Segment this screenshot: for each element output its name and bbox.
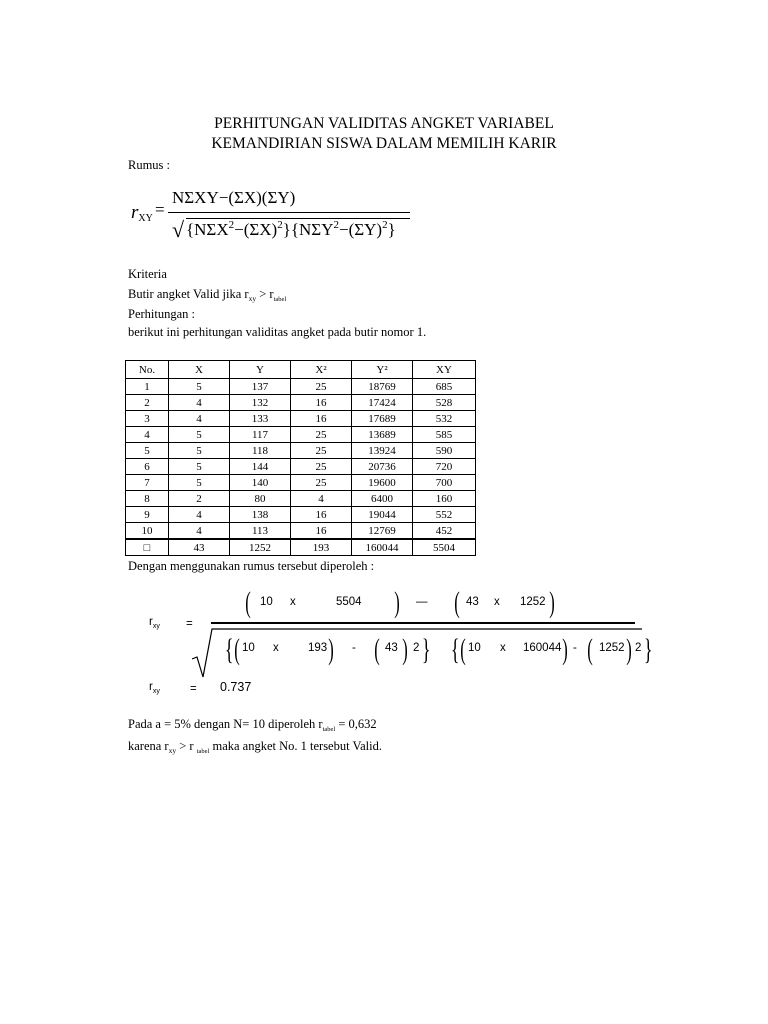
calc-sum-y: 1252 bbox=[599, 642, 625, 654]
table-cell: 13689 bbox=[352, 427, 413, 443]
formula-lhs: rXY bbox=[131, 202, 153, 224]
table-cell: 5 bbox=[169, 379, 230, 395]
brace: { bbox=[224, 633, 234, 666]
table-cell: 4 bbox=[169, 395, 230, 411]
table-cell: 2 bbox=[169, 491, 230, 507]
table-cell: 80 bbox=[230, 491, 291, 507]
calc-square: 2 bbox=[413, 642, 420, 654]
table-total-cell: 43 bbox=[169, 539, 230, 556]
table-cell: 552 bbox=[413, 507, 476, 523]
formula-denominator: $\{N\Sigma X^2-(\Sigma X)^2\}\{N\Sigma Y^2-(\Sigma Y)^2\}$ bbox=[186, 219, 396, 239]
table-cell: 144 bbox=[230, 459, 291, 475]
table-cell: 5 bbox=[169, 475, 230, 491]
table-total-cell: 5504 bbox=[413, 539, 476, 556]
calc-sum-y2: 160044 bbox=[523, 642, 562, 654]
perhitungan-label: Perhitungan : bbox=[128, 307, 196, 321]
page-title-line1: PERHITUNGAN VALIDITAS ANGKET VARIABEL bbox=[214, 115, 554, 132]
calc-times: x bbox=[290, 596, 296, 608]
table-header: XY bbox=[413, 361, 476, 379]
table-cell: 17689 bbox=[352, 411, 413, 427]
brace: } bbox=[421, 633, 431, 666]
table-cell: 5 bbox=[169, 427, 230, 443]
table-cell: 720 bbox=[413, 459, 476, 475]
calc-minus: - bbox=[573, 642, 577, 654]
table-row bbox=[126, 379, 476, 395]
table-total-cell: 193 bbox=[291, 539, 352, 556]
table-cell: 1 bbox=[126, 379, 169, 395]
table-row bbox=[126, 427, 476, 443]
correlation-formula bbox=[128, 188, 428, 248]
table-header: No. bbox=[126, 361, 169, 379]
paren: ) bbox=[328, 633, 334, 666]
data-table bbox=[125, 360, 476, 556]
calc-times: x bbox=[500, 642, 506, 654]
paren: ( bbox=[234, 633, 240, 666]
table-cell: 585 bbox=[413, 427, 476, 443]
table-cell: 140 bbox=[230, 475, 291, 491]
calc-square: 2 bbox=[635, 642, 642, 654]
table-row bbox=[126, 395, 476, 411]
table-row bbox=[126, 491, 476, 507]
calc-times: x bbox=[494, 596, 500, 608]
table-cell: 160 bbox=[413, 491, 476, 507]
table-row bbox=[126, 507, 476, 523]
table-cell: 4 bbox=[169, 411, 230, 427]
table-cell: 117 bbox=[230, 427, 291, 443]
page-title-line2: KEMANDIRIAN SISWA DALAM MEMILIH KARIR bbox=[211, 135, 557, 152]
table-cell: 25 bbox=[291, 379, 352, 395]
perhitungan-intro: berikut ini perhitungan validitas angket pada butir nomor 1. bbox=[128, 325, 427, 339]
table-cell: 6400 bbox=[352, 491, 413, 507]
table-header: X bbox=[169, 361, 230, 379]
table-cell: 25 bbox=[291, 443, 352, 459]
result-equals: = bbox=[190, 683, 197, 695]
table-cell: 137 bbox=[230, 379, 291, 395]
paren: ( bbox=[587, 633, 593, 666]
formula-fraction-bar bbox=[168, 212, 410, 213]
table-cell: 20736 bbox=[352, 459, 413, 475]
paren: ( bbox=[454, 586, 460, 619]
table-cell: 16 bbox=[291, 507, 352, 523]
table-total-cell: 1252 bbox=[230, 539, 291, 556]
table-cell: 132 bbox=[230, 395, 291, 411]
table-cell: 19044 bbox=[352, 507, 413, 523]
brace: { bbox=[450, 633, 460, 666]
table-cell: 133 bbox=[230, 411, 291, 427]
table-cell: 8 bbox=[126, 491, 169, 507]
calc-sum-xy: 5504 bbox=[336, 596, 362, 608]
calc-sum-y: 1252 bbox=[520, 596, 546, 608]
formula-root-bar bbox=[186, 218, 410, 219]
table-cell: 3 bbox=[126, 411, 169, 427]
paren: ) bbox=[549, 586, 555, 619]
calc-n: 10 bbox=[260, 596, 273, 608]
paren: ) bbox=[626, 633, 632, 666]
table-header: Y² bbox=[352, 361, 413, 379]
table-header: X² bbox=[291, 361, 352, 379]
table-cell: 532 bbox=[413, 411, 476, 427]
table-cell: 18769 bbox=[352, 379, 413, 395]
table-cell: 700 bbox=[413, 475, 476, 491]
table-cell: 7 bbox=[126, 475, 169, 491]
table-header-row bbox=[126, 361, 476, 379]
table-cell: 528 bbox=[413, 395, 476, 411]
result-value: 0.737 bbox=[220, 680, 252, 694]
paren: ( bbox=[374, 633, 380, 666]
table-total-row bbox=[126, 539, 476, 556]
table-total-cell: □ bbox=[126, 539, 169, 556]
table-row bbox=[126, 443, 476, 459]
table-row bbox=[126, 523, 476, 540]
table-cell: 4 bbox=[169, 507, 230, 523]
calc-formula bbox=[140, 588, 660, 698]
table-cell: 12769 bbox=[352, 523, 413, 540]
conclusion-line1: Pada a = 5% dengan N= 10 diperoleh $r_{tabel} = 0,632$ bbox=[128, 717, 377, 733]
table-cell: 16 bbox=[291, 411, 352, 427]
table-header: Y bbox=[230, 361, 291, 379]
table-cell: 4 bbox=[169, 523, 230, 540]
table-cell: 4 bbox=[291, 491, 352, 507]
rumus-label: Rumus : bbox=[128, 158, 171, 172]
table-cell: 6 bbox=[126, 459, 169, 475]
calc-minus: - bbox=[352, 642, 356, 654]
table-cell: 25 bbox=[291, 475, 352, 491]
calc-sum-x: 43 bbox=[385, 642, 398, 654]
formula-root: √ bbox=[172, 217, 185, 242]
table-cell: 5 bbox=[169, 443, 230, 459]
paren: ) bbox=[394, 586, 400, 619]
paren: ) bbox=[402, 633, 408, 666]
formula-equals: = bbox=[155, 200, 165, 219]
table-cell: 113 bbox=[230, 523, 291, 540]
table-cell: 452 bbox=[413, 523, 476, 540]
table-cell: 4 bbox=[126, 427, 169, 443]
table-cell: 25 bbox=[291, 459, 352, 475]
calc-sum-x2: 193 bbox=[308, 642, 328, 654]
kriteria-rule: Butir angket Valid jika $r_{xy} > r_{tabel}$ bbox=[128, 287, 287, 303]
dengan-text: Dengan menggunakan rumus tersebut diperoleh : bbox=[128, 559, 375, 573]
calc-sum-x: 43 bbox=[466, 596, 479, 608]
table-cell: 2 bbox=[126, 395, 169, 411]
calc-lhs: $r_{xy}$ bbox=[149, 616, 160, 630]
formula-numerator: NΣXY−(ΣX)(ΣY) bbox=[172, 188, 296, 207]
table-cell: 138 bbox=[230, 507, 291, 523]
calc-times: x bbox=[273, 642, 279, 654]
table-cell: 17424 bbox=[352, 395, 413, 411]
calc-n: 10 bbox=[242, 642, 255, 654]
paren: ( bbox=[245, 586, 251, 619]
conclusion-line2: karena $r_{xy} > r$ $_{tabel}$ maka angket No. 1 tersebut Valid. bbox=[128, 739, 382, 755]
table-cell: 118 bbox=[230, 443, 291, 459]
table-cell: 5 bbox=[169, 459, 230, 475]
table-cell: 25 bbox=[291, 427, 352, 443]
table-row bbox=[126, 475, 476, 491]
kriteria-label: Kriteria bbox=[128, 267, 167, 281]
table-cell: 685 bbox=[413, 379, 476, 395]
paren: ) bbox=[562, 633, 568, 666]
table-row bbox=[126, 459, 476, 475]
table-total-cell: 160044 bbox=[352, 539, 413, 556]
table-cell: 9 bbox=[126, 507, 169, 523]
table-row bbox=[126, 411, 476, 427]
result-lhs: $r_{xy}$ bbox=[149, 681, 160, 695]
table-cell: 16 bbox=[291, 523, 352, 540]
brace: } bbox=[643, 633, 653, 666]
table-cell: 13924 bbox=[352, 443, 413, 459]
table-cell: 16 bbox=[291, 395, 352, 411]
calc-equals: = bbox=[186, 618, 193, 630]
table-cell: 590 bbox=[413, 443, 476, 459]
table-cell: 19600 bbox=[352, 475, 413, 491]
table-cell: 10 bbox=[126, 523, 169, 540]
paren: ( bbox=[460, 633, 466, 666]
calc-n: 10 bbox=[468, 642, 481, 654]
calc-fraction-bar bbox=[211, 622, 635, 624]
calc-minus-long: — bbox=[416, 596, 428, 608]
table-cell: 5 bbox=[126, 443, 169, 459]
